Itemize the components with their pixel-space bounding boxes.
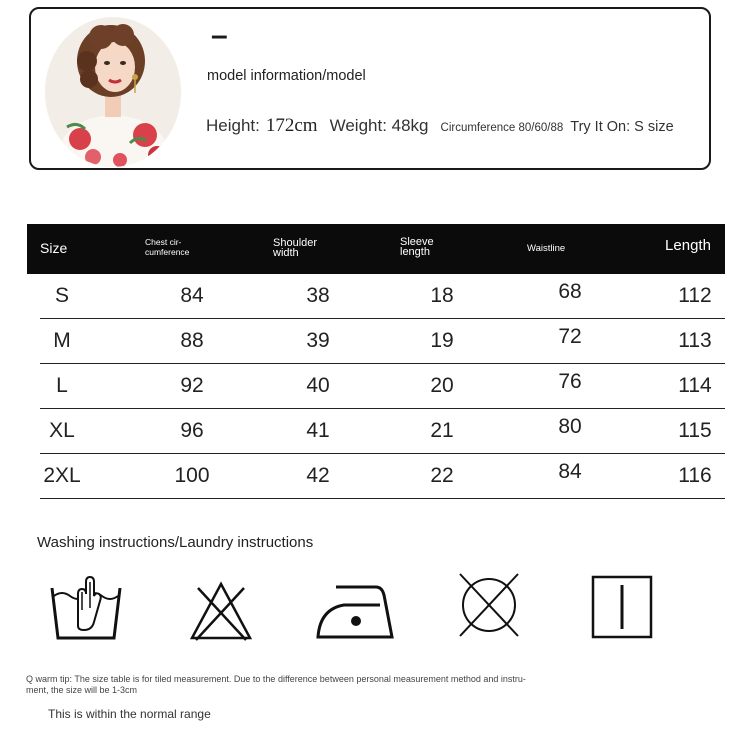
cell-sleeve: 21 <box>430 419 454 442</box>
header-chest <box>145 237 235 257</box>
line-dry-icon <box>591 575 655 641</box>
cell-shoulder: 40 <box>306 374 330 397</box>
cell-size: 2XL <box>43 464 81 487</box>
model-info-card <box>29 7 711 170</box>
dash-mark: – <box>211 19 228 52</box>
try-it-on-value: Try It On: S size <box>570 119 674 135</box>
cell-length: 112 <box>678 284 712 307</box>
header-sleeve-line1: Sleeve <box>400 236 434 248</box>
table-row <box>40 274 725 319</box>
header-sleeve-line2: length <box>400 246 430 258</box>
cell-shoulder: 41 <box>306 419 330 442</box>
do-not-tumble-dry-icon <box>456 570 522 640</box>
table-row <box>40 319 725 364</box>
cell-length: 113 <box>678 329 712 352</box>
cell-shoulder: 38 <box>306 284 330 307</box>
normal-range-note: This is within the normal range <box>48 707 211 721</box>
cell-sleeve: 20 <box>430 374 454 397</box>
model-info-title: model information/model <box>207 68 366 84</box>
warm-tip <box>26 674 616 696</box>
height-label: Height: <box>206 116 260 135</box>
cell-sleeve: 18 <box>430 284 454 307</box>
warm-tip-line1: Q warm tip: The size table is for tiled measurement. Due to the difference between personal measurement method and instru- <box>26 674 526 684</box>
size-table-header <box>27 224 725 274</box>
model-photo <box>45 17 181 167</box>
cell-chest: 100 <box>174 464 210 487</box>
iron-low-heat-icon <box>314 577 396 643</box>
cell-sleeve: 22 <box>430 464 454 487</box>
header-shoulder <box>273 238 343 258</box>
header-waistline: Waistline <box>527 243 566 254</box>
cell-waist: 76 <box>558 370 582 393</box>
cell-chest: 88 <box>180 329 204 352</box>
table-row <box>40 409 725 454</box>
cell-chest: 84 <box>180 284 204 307</box>
model-portrait-image <box>45 17 181 167</box>
cell-chest: 96 <box>180 419 204 442</box>
header-length: Length <box>665 237 711 254</box>
header-chest-line2: cumference <box>145 247 190 257</box>
table-row <box>40 364 725 409</box>
header-sleeve <box>400 237 470 257</box>
cell-size: S <box>54 284 69 307</box>
cell-waist: 84 <box>558 460 582 483</box>
cell-waist: 72 <box>558 325 582 348</box>
model-stats <box>206 115 674 137</box>
weight-value: Weight: 48kg <box>329 116 429 135</box>
header-shoulder-line2: width <box>273 247 299 259</box>
warm-tip-line2: ment, the size will be 1-3cm <box>26 685 138 695</box>
header-shoulder-line1: Shoulder <box>273 237 318 249</box>
cell-shoulder: 42 <box>306 464 330 487</box>
cell-shoulder: 39 <box>306 329 330 352</box>
do-not-bleach-icon <box>188 578 254 644</box>
cell-chest: 92 <box>180 374 204 397</box>
cell-size: XL <box>49 419 75 442</box>
washing-heading: Washing instructions/Laundry instructions <box>37 534 314 551</box>
cell-waist: 68 <box>558 280 582 303</box>
cell-size: L <box>56 374 68 397</box>
table-row <box>40 454 725 499</box>
cell-waist: 80 <box>558 415 582 438</box>
height-value: 172cm <box>265 115 318 136</box>
header-size: Size <box>40 240 68 256</box>
cell-length: 116 <box>678 464 712 487</box>
cell-size: M <box>53 329 71 352</box>
header-chest-line1: Chest cir- <box>145 237 182 247</box>
hand-wash-icon <box>48 574 124 642</box>
cell-length: 115 <box>678 419 712 442</box>
circumference-value: Circumference 80/60/88 <box>440 122 564 134</box>
cell-sleeve: 19 <box>430 329 454 352</box>
cell-length: 114 <box>678 374 712 397</box>
